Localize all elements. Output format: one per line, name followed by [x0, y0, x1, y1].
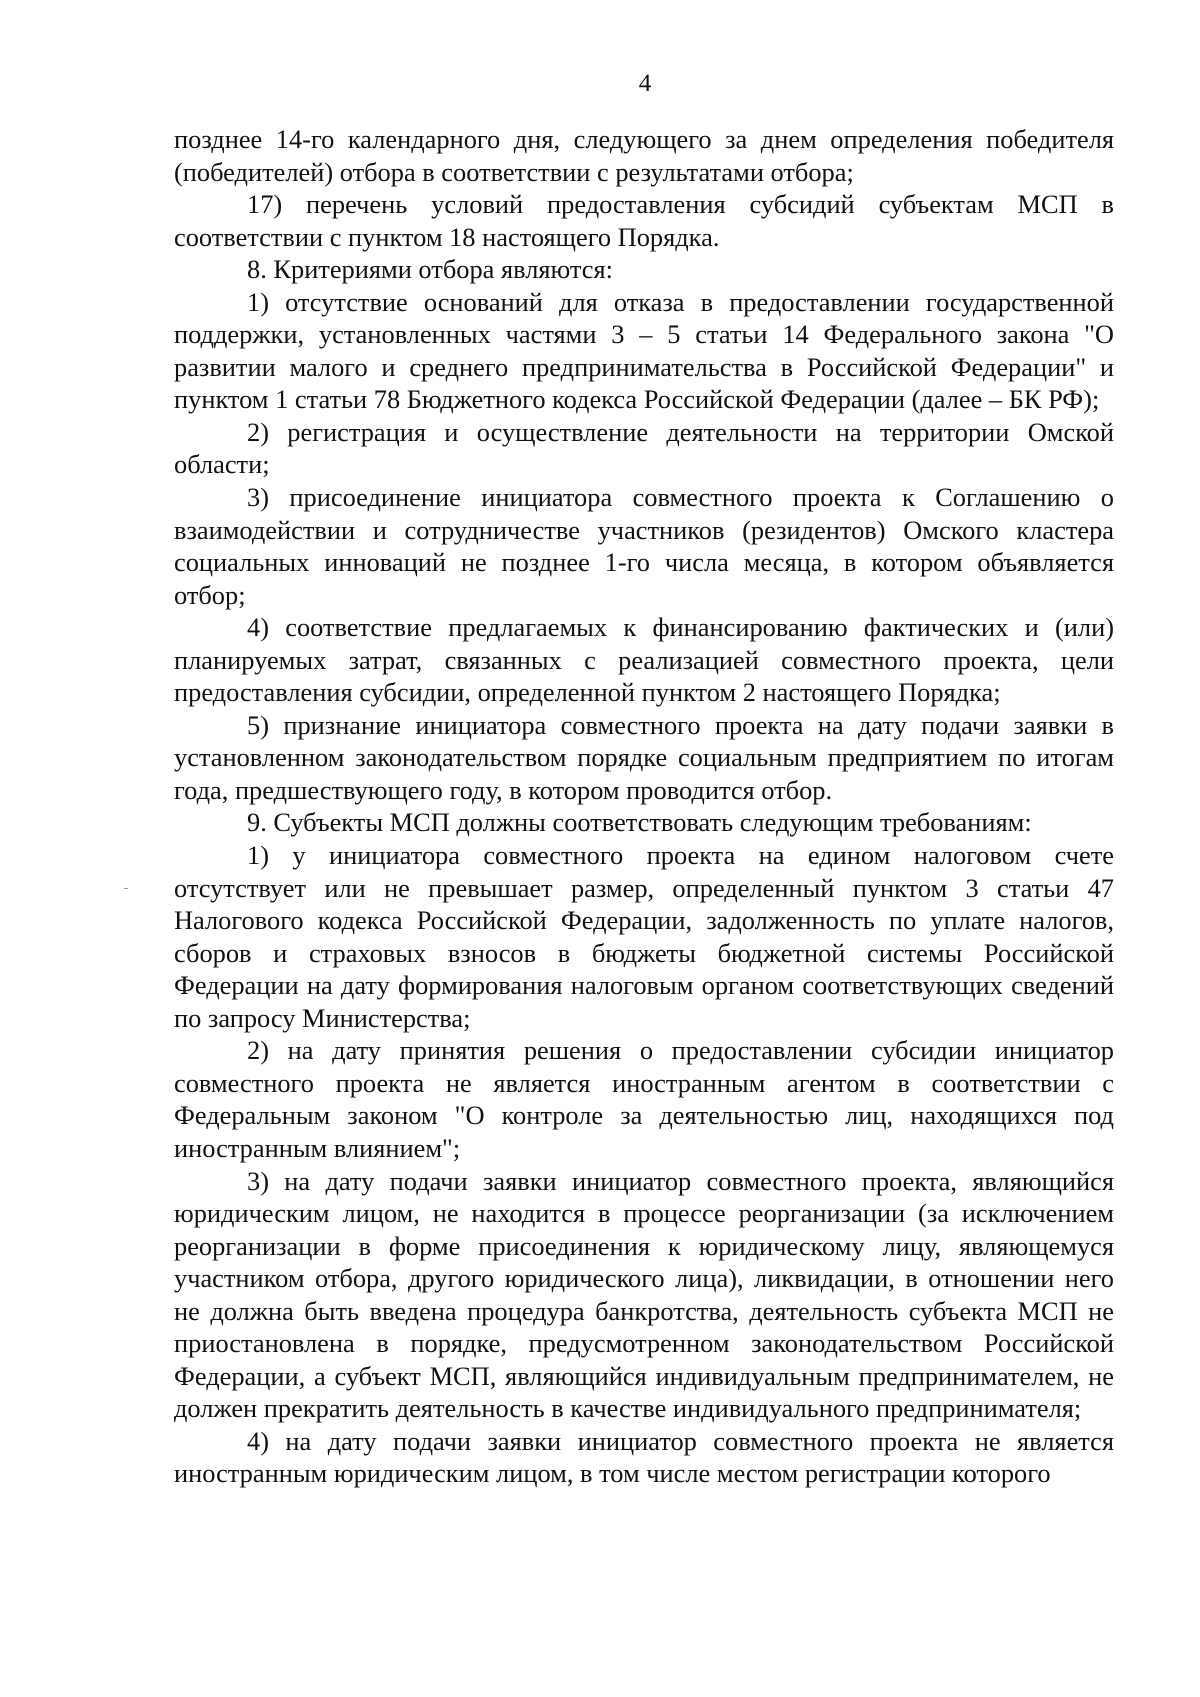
paragraph-criterion-2: 2) регистрация и осуществление деятельности на территории Омской области; — [174, 416, 1114, 480]
paragraph-requirement-2: 2) на дату принятия решения о предоставлении субсидии инициатор совместного проекта не является иностранным агентом в соответствии с Федеральным законом "О контроле за деятельностью лиц, находящихся под иностранным влиянием"; — [174, 1035, 1114, 1163]
paragraph-requirement-4: 4) на дату подачи заявки инициатор совместного проекта не является иностранным юридическим лицом, в том числе местом регистрации которого — [174, 1425, 1114, 1489]
page-number: 4 — [638, 70, 652, 97]
document-body — [174, 123, 1114, 1490]
paragraph-criterion-1: 1) отсутствие оснований для отказа в предоставлении государственной поддержки, установленных частями 3 – 5 статьи 14 Федерального закона "О развитии малого и среднего предпринимательства в Российской Федерации" и пунктом 1 статьи 78 Бюджетного кодекса Российской Федерации (далее – БК РФ); — [174, 286, 1114, 415]
paragraph-section-9: 9. Субъекты МСП должны соответствовать следующим требованиям: — [247, 807, 1032, 838]
paragraph-criterion-4: 4) соответствие предлагаемых к финансированию фактических и (или) планируемых затрат, связанных с реализацией совместного проекта, цели предоставления субсидии, определенной пунктом 2 настоящего Порядка; — [174, 612, 1114, 708]
paragraph-item-17: 17) перечень условий предоставления субсидий субъектам МСП в соответствии с пунктом 18 настоящего Порядка. — [174, 189, 1114, 252]
paragraph-continuation: позднее 14-го календарного дня, следующего за днем определения победителя (победителей) отбора в соответствии с результатами отбора; — [174, 124, 1114, 187]
scan-artifact-mark — [124, 888, 128, 889]
paragraph-requirement-1: 1) у инициатора совместного проекта на едином налоговом счете отсутствует или не превышает размер, определенный пунктом 3 статьи 47 Налогового кодекса Российской Федерации, задолженность по уплате налогов, сборов и страховых взносов в бюджеты бюджетной системы Российской Федерации на дату формирования налоговым органом соответствующих сведений по запросу Министерства; — [174, 840, 1114, 1033]
paragraph-criterion-3: 3) присоединение инициатора совместного проекта к Соглашению о взаимодействии и сотрудничестве участников (резидентов) Омского кластера социальных инноваций не позднее 1-го числа месяца, в котором объявляется отбор; — [174, 482, 1114, 610]
paragraph-criterion-5: 5) признание инициатора совместного проекта на дату подачи заявки в установленном законодательством порядке социальным предприятием по итогам года, предшествующего году, в котором проводится отбор. — [174, 709, 1114, 805]
paragraph-requirement-3: 3) на дату подачи заявки инициатор совместного проекта, являющийся юридическим лицом, не находится в процессе реорганизации (за исключением реорганизации в форме присоединения к юридическому лицу, являющемуся участником отбора, другого юридического лица), ликвидации, в отношении него не должна быть введена процедура банкротства, деятельность субъекта МСП не приостановлена в порядке, предусмотренном законодательством Российской Федерации, а субъект МСП, являющийся индивидуальным предпринимателем, не должен прекратить деятельность в качестве индивидуального предпринимателя; — [174, 1165, 1114, 1424]
paragraph-section-8: 8. Критериями отбора являются: — [247, 254, 613, 285]
